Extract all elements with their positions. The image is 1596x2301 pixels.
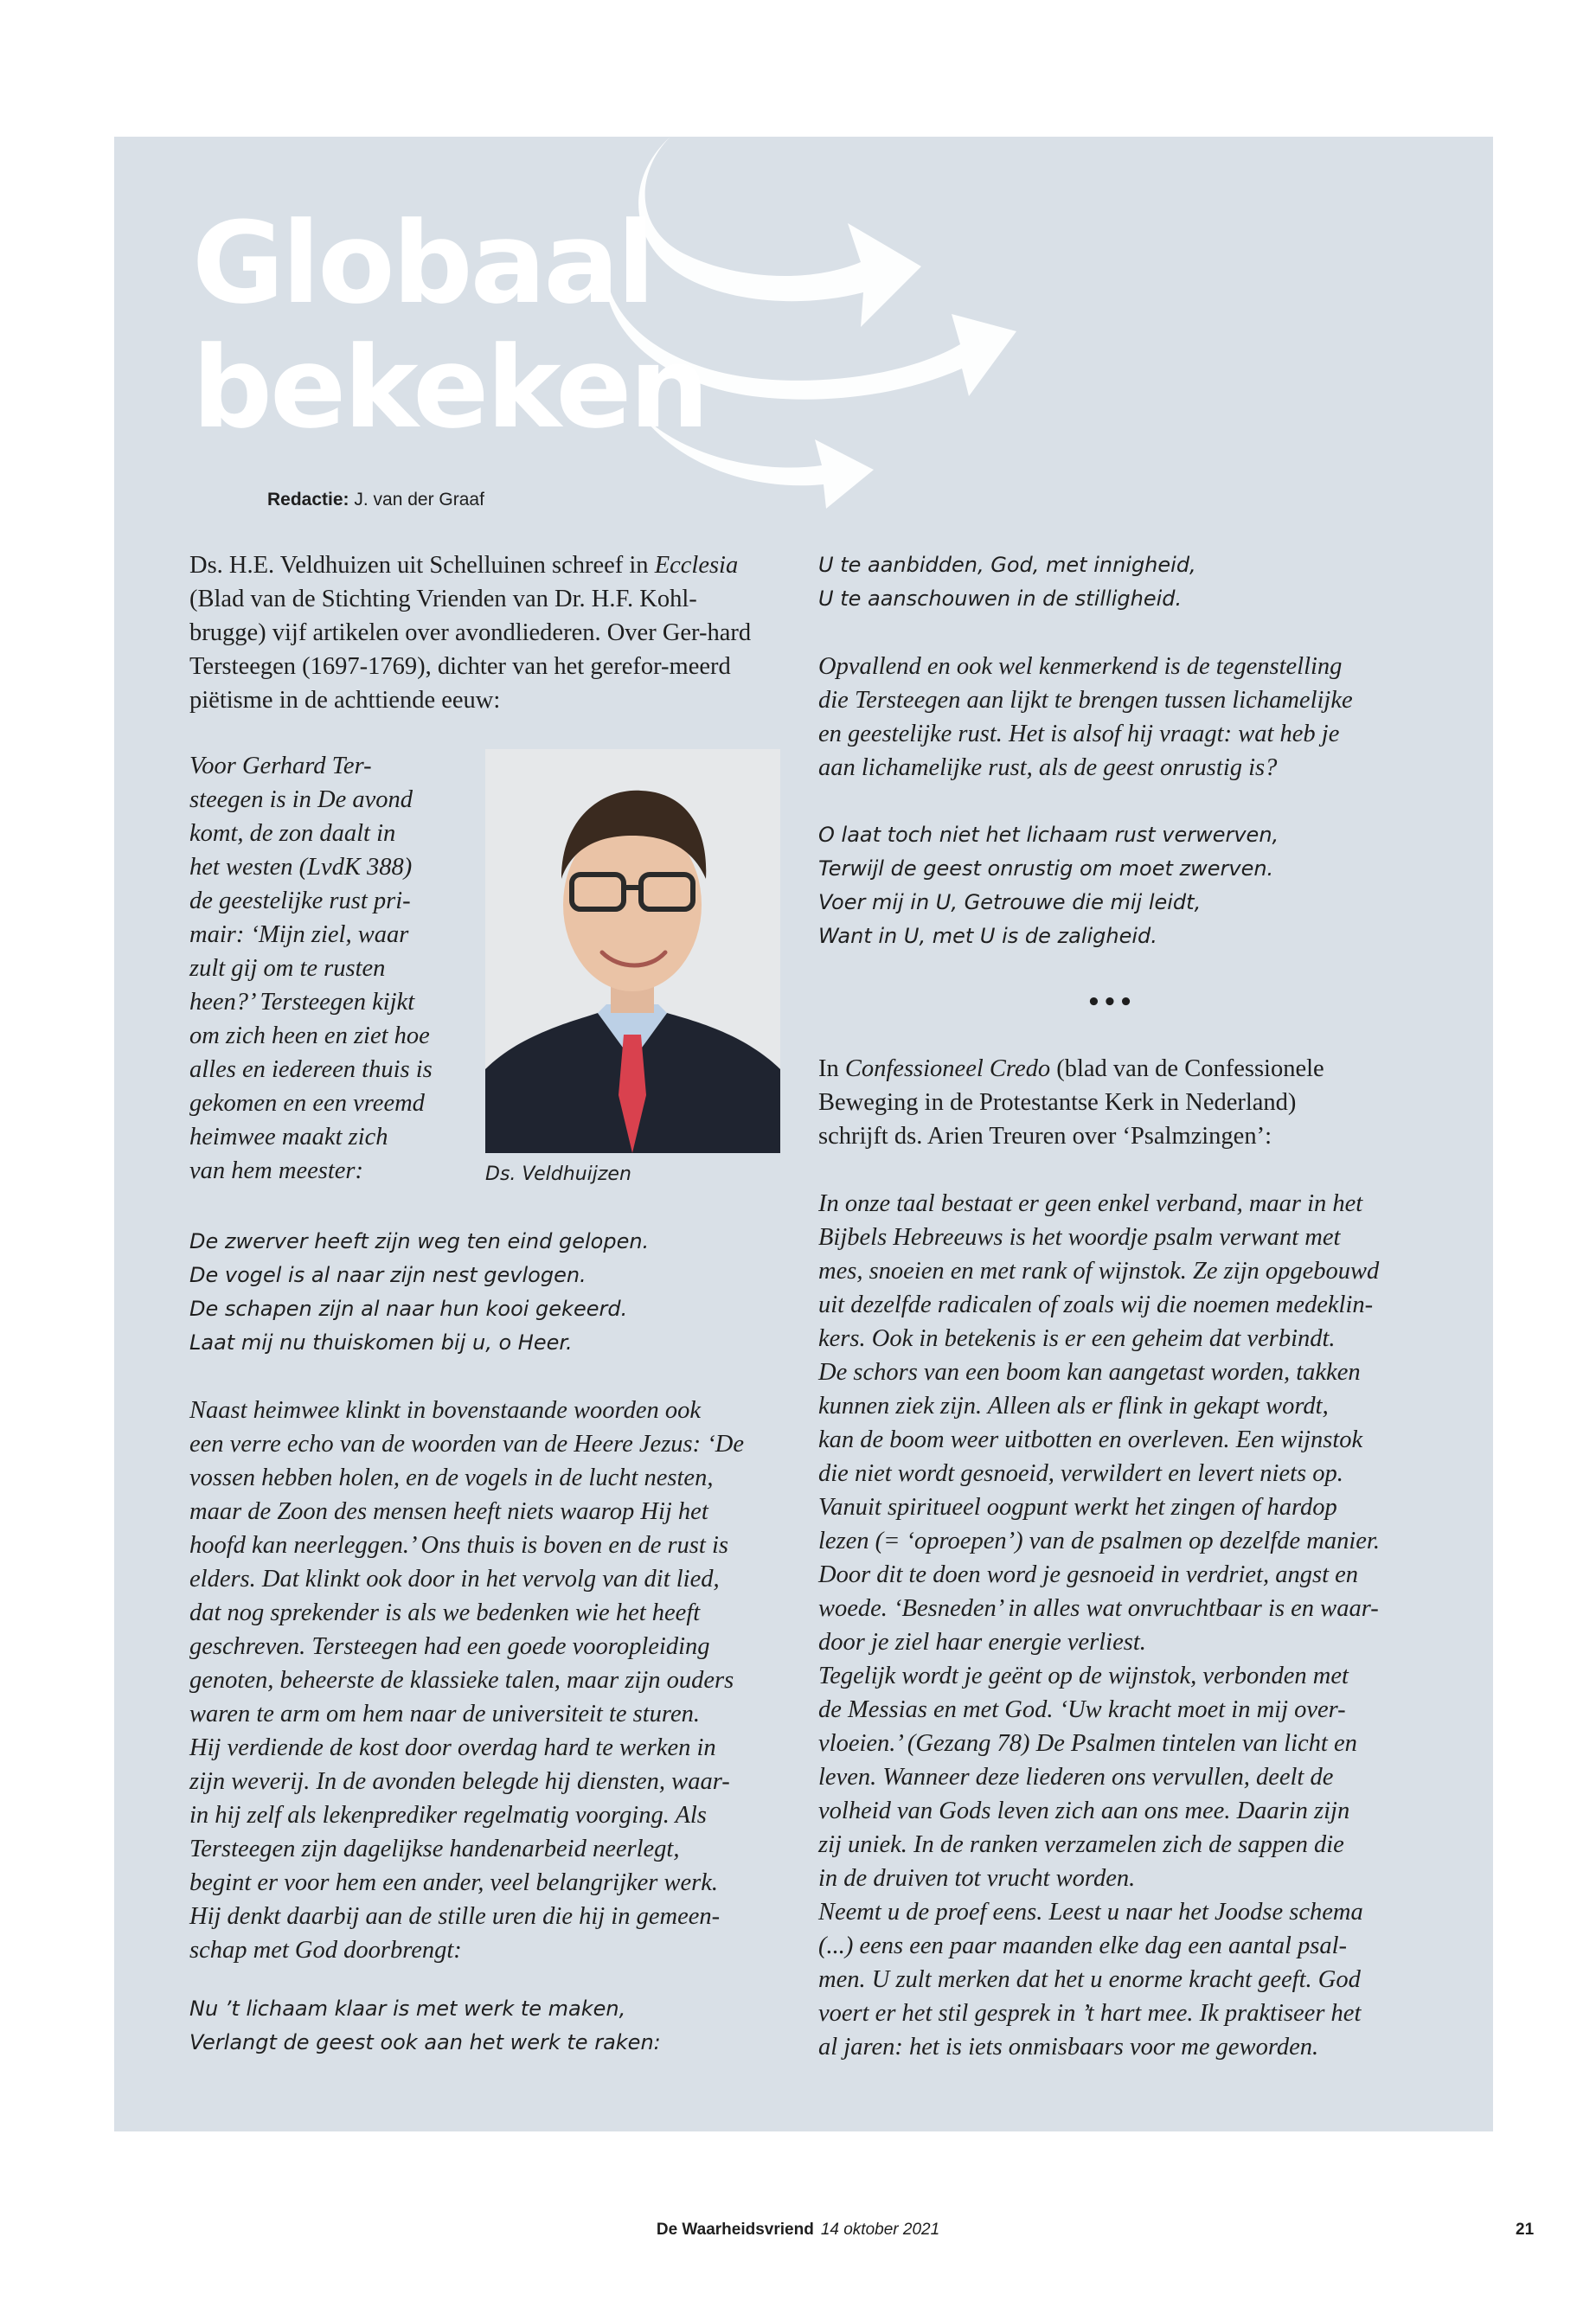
- page-title: [192, 197, 708, 453]
- intro2-line: Beweging in de Protestantse Kerk in Nederland): [818, 1089, 1297, 1116]
- body-line: Naast heimwee klinkt in bovenstaande woorden ook: [189, 1397, 701, 1424]
- poem-line: Terwijl de geest onrustig om moet zwerven.: [818, 856, 1274, 881]
- poem-3: [818, 818, 1415, 953]
- comment-line: en geestelijke rust. Het is alsof hij vraagt: wat heb je: [818, 721, 1340, 747]
- poem-line: O laat toch niet het lichaam rust verwerven,: [818, 823, 1279, 847]
- wrap-line: mair: ‘Mijn ziel, waar: [189, 921, 409, 948]
- poem-2-continued: [818, 548, 1415, 616]
- body-line: vossen hebben holen, en de vogels in de lucht nesten,: [189, 1465, 714, 1491]
- poem-line: De schapen zijn al naar hun kooi gekeerd.: [189, 1297, 628, 1321]
- poem-line: Laat mij nu thuiskomen bij u, o Heer.: [189, 1330, 573, 1355]
- left-wrap-text: [189, 749, 475, 1188]
- body-line: elders. Dat klinkt ook door in het vervolg van dit lied,: [189, 1566, 720, 1593]
- poem-line: De vogel is al naar zijn nest gevlogen.: [189, 1263, 586, 1287]
- quote-line: al jaren: het is iets onmisbaars voor me geworden.: [818, 2034, 1319, 2061]
- quote-line: woede. ‘Besneden’ in alles wat onvruchtbaar is en waar-: [818, 1595, 1379, 1622]
- body-line: Tersteegen zijn dagelijkse handenarbeid neerlegt,: [189, 1836, 680, 1862]
- quote-line: die niet wordt gesnoeid, verwildert en levert niets op.: [818, 1460, 1343, 1487]
- quote-line: kers. Ook in betekenis is er een geheim dat verbindt.: [818, 1325, 1336, 1352]
- quote-line: uit dezelfde radicalen of zoals wij die noemen medeklin-: [818, 1292, 1374, 1318]
- poem-line: U te aanschouwen in de stilligheid.: [818, 586, 1183, 611]
- quote-line: voert er het stil gesprek in ’t hart mee. Ik praktiseer het: [818, 2000, 1362, 2027]
- credit-label: Redactie:: [267, 490, 349, 510]
- body-line: Hij verdiende de kost door overdag hard te werken in: [189, 1734, 716, 1761]
- comment-line: die Tersteegen aan lijkt te brengen tussen lichamelijke: [818, 687, 1353, 714]
- intro2-text-a: In: [818, 1055, 845, 1082]
- quote-line: Tegelijk wordt je geënt op de wijnstok, verbonden met: [818, 1663, 1349, 1689]
- wrap-line: het westen (LvdK 388): [189, 854, 413, 881]
- body-line: in hij zelf als lekenprediker regelmatig voorging. Als: [189, 1802, 707, 1829]
- quote-line: Door dit te doen word je gesnoeid in verdriet, angst en: [818, 1561, 1359, 1588]
- poem-line: Nu ’t lichaam klaar is met werk te maken,: [189, 1997, 626, 2021]
- intro2-line: [818, 1052, 1415, 1086]
- left-intro: [189, 548, 760, 717]
- right-comment: [818, 650, 1415, 785]
- quote-line: kan de boom weer uitbotten en overleven. Een wijnstok: [818, 1426, 1363, 1453]
- quote-line: door je ziel haar energie verliest.: [818, 1629, 1146, 1656]
- issue-date: 14 oktober 2021: [820, 2221, 940, 2239]
- right-intro-2: [818, 1052, 1415, 1153]
- wrap-line: steegen is in De avond: [189, 786, 413, 813]
- portrait-photo: [485, 749, 780, 1153]
- body-line: Hij denkt daarbij aan de stille uren die hij in gemeen-: [189, 1903, 721, 1930]
- title-line-2: bekeken: [192, 322, 708, 453]
- intro-text-a: Ds. H.E. Veldhuizen uit Schelluinen schreef in: [189, 552, 655, 579]
- quote-line: leven. Wanneer deze liederen ons vervullen, deelt de: [818, 1764, 1334, 1791]
- body-line: maar de Zoon des mensen heeft niets waarop Hij het: [189, 1498, 708, 1525]
- poem-line: U te aanbidden, God, met innigheid,: [818, 553, 1196, 577]
- quote-line: men. U zult merken dat het u enorme kracht geeft. God: [818, 1966, 1361, 1993]
- wrap-line: alles en iedereen thuis is: [189, 1056, 433, 1083]
- quote-line: mes, snoeien en met rank of wijnstok. Ze zijn opgebouwd: [818, 1258, 1380, 1285]
- intro2-publication: Confessioneel Credo: [844, 1055, 1051, 1082]
- quote-line: (...) eens een paar maanden elke dag een aantal psal-: [818, 1932, 1347, 1959]
- body-line: begint er voor hem een ander, veel belangrijker werk.: [189, 1869, 718, 1896]
- body-line: schap met God doorbrengt:: [189, 1937, 462, 1964]
- section-separator: •••: [1086, 990, 1135, 1016]
- wrap-line: komt, de zon daalt in: [189, 820, 396, 847]
- wrap-line: de geestelijke rust pri-: [189, 888, 411, 914]
- wrap-line: zult gij om te rusten: [189, 955, 386, 982]
- quote-line: Bijbels Hebreeuws is het woordje psalm verwant met: [818, 1224, 1341, 1251]
- portrait-illustration: [485, 749, 780, 1153]
- quote-line: lezen (= ‘oproepen’) van de psalmen op dezelfde manier.: [818, 1528, 1380, 1554]
- photo-caption: Ds. Veldhuijzen: [485, 1163, 631, 1185]
- page-number: 21: [1516, 2221, 1535, 2239]
- intro-text-b: (Blad van de Stichting Vrienden van Dr. H.F. Kohl-brugge) vijf artikelen over avondliederen. Over Ger-hard Tersteegen (1697-1769), dichter van het gerefor-meerd piëtisme in de achttiende eeuw:: [189, 586, 752, 714]
- intro-publication: Ecclesia: [654, 552, 739, 579]
- quote-line: In onze taal bestaat er geen enkel verband, maar in het: [818, 1190, 1363, 1217]
- poem-line: De zwerver heeft zijn weg ten eind gelopen.: [189, 1229, 650, 1253]
- wrap-line: gekomen en een vreemd: [189, 1090, 425, 1117]
- wrap-line: heimwee maakt zich: [189, 1124, 388, 1150]
- quote-line: vloeien.’ (Gezang 78) De Psalmen tintelen van licht en: [818, 1730, 1357, 1757]
- poem-1: [189, 1225, 778, 1360]
- editor-credit: [267, 490, 484, 510]
- intro2-text-b: (blad van de Confessionele: [1050, 1055, 1324, 1082]
- quote-line: in de druiven tot vrucht worden.: [818, 1865, 1136, 1892]
- poem-2: [189, 1992, 786, 2060]
- wrap-line: om zich heen en ziet hoe: [189, 1022, 430, 1049]
- magazine-name: De Waarheidsvriend: [656, 2221, 814, 2239]
- body-line: genoten, beheerste de klassieke talen, maar zijn ouders: [189, 1667, 734, 1694]
- body-line: zijn weverij. In de avonden belegde hij diensten, waar-: [189, 1768, 730, 1795]
- intro-paragraph: [189, 548, 760, 717]
- quote-line: zij uniek. In de ranken verzamelen zich de sappen die: [818, 1831, 1344, 1858]
- poem-line: Voer mij in U, Getrouwe die mij leidt,: [818, 890, 1202, 914]
- left-body-text: [189, 1394, 786, 1967]
- quote-line: volheid van Gods leven zich aan ons mee. Daarin zijn: [818, 1798, 1350, 1824]
- quote-line: Vanuit spiritueel oogpunt werkt het zingen of hardop: [818, 1494, 1337, 1521]
- credit-name: J. van der Graaf: [354, 490, 484, 510]
- quote-line: kunnen ziek zijn. Alleen als er flink in gekapt wordt,: [818, 1393, 1329, 1420]
- page-footer: [0, 2221, 1596, 2240]
- title-line-1: Globaal: [192, 197, 653, 329]
- wrap-line: Voor Gerhard Ter-: [189, 753, 372, 779]
- quote-line: Neemt u de proef eens. Leest u naar het Joodse schema: [818, 1899, 1363, 1926]
- wrap-line: heen?’ Tersteegen kijkt: [189, 989, 415, 1016]
- comment-line: aan lichamelijke rust, als de geest onrustig is?: [818, 754, 1278, 781]
- body-line: een verre echo van de woorden van de Heere Jezus: ‘De: [189, 1431, 744, 1458]
- comment-line: Opvallend en ook wel kenmerkend is de tegenstelling: [818, 653, 1343, 680]
- quote-line: de Messias en met God. ‘Uw kracht moet in mij over-: [818, 1696, 1346, 1723]
- poem-line: Verlangt de geest ook aan het werk te raken:: [189, 2030, 661, 2054]
- body-line: geschreven. Tersteegen had een goede vooropleiding: [189, 1633, 710, 1660]
- intro2-line: schrijft ds. Arien Treuren over ‘Psalmzingen’:: [818, 1123, 1272, 1150]
- poem-line: Want in U, met U is de zaligheid.: [818, 924, 1157, 948]
- body-line: waren te arm om hem naar de universiteit te sturen.: [189, 1701, 700, 1727]
- wrap-line: van hem meester:: [189, 1157, 364, 1184]
- body-line: dat nog sprekender is als we bedenken wie het heeft: [189, 1599, 701, 1626]
- body-line: hoofd kan neerleggen.’ Ons thuis is boven en de rust is: [189, 1532, 728, 1559]
- quote-line: De schors van een boom kan aangetast worden, takken: [818, 1359, 1361, 1386]
- right-quote: [818, 1187, 1424, 2064]
